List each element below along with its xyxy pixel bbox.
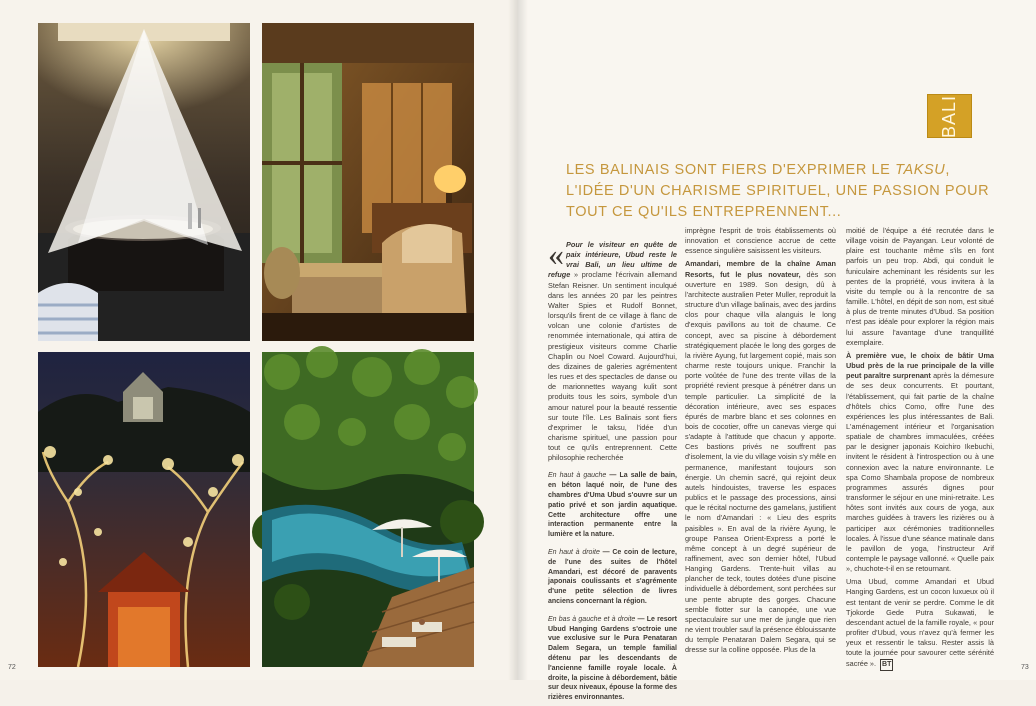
end-mark: BT: [880, 659, 893, 671]
photo-temple-night: [38, 352, 250, 667]
caption-top-right-lead: En haut à droite: [548, 549, 600, 557]
section-tag-label: BALI: [939, 94, 959, 138]
col3-paragraph-1: moitié de l'équipe a été recrutée dans le village voisin de Payangan. Leur volonté de plaire est touchante même s'ils en font parfois un peu trop. Abdi, qui conduit le funiculaire acheminant les résidents sur les pentes de la propriété, vous invitera à la visite du temple ou à la rencontre de sa famille. L'hôtel, en dépit de son nom, est situé à plus de trente minutes d'Ubud. Sa position n'est pas idéale pour explorer la région mais lui assure l'avantage d'une tranquillité exemplaire.: [846, 226, 994, 347]
caption-top-left-lead: En haut à gauche: [548, 472, 607, 480]
col3-paragraph-2-text: après la démesure de ses deux concurrents. Et pourtant, l'établissement, qui fait partie de la chaîne d'hôtels chics Como, offre l'une des expériences les plus intéressantes de Bali. L'aménagement intérieur et l'organisation spatiale de chambres immaculées, créées par le designer japonais Koichiro Ikebuchi, invitent le résident à l'introspection ou à une connexion avec la nature environnante. Le spa Como Shambala propose de nombreux programmes assurés dignes pour transformer le séjour en une mini-retraite. Les hôtes sont invités aux cours de yoga, aux marches guidées à travers les rizières ou à participer aux cérémonies traditionnelles locales. À l'issue d'une séance matinale dans le pavillon de yoga, l'instructeur Arif contemple le paysage vallonné. « Quelle paix », chuchote-t-il en se retournant.: [846, 371, 995, 574]
headline-emphasis: TAKSU: [895, 162, 946, 178]
text-column-2: [685, 226, 836, 659]
caption-top-left: [548, 471, 677, 540]
col2-paragraph-1: imprègne l'esprit de trois établissements où innovation et conscience accrue de cette essence singulière saisissent les visiteurs.: [685, 226, 836, 256]
drop-cap: «: [548, 236, 564, 272]
col2-paragraph-2-bold: Amandari, membre de la chaîne Aman Resorts, fut le plus novateur,: [685, 259, 836, 279]
photo-infinity-pool: [262, 352, 474, 667]
intro-bold: Pour le visiteur en quête de paix intérieure, Ubud reste le vrai Bali, un lieu ultime de refuge: [548, 240, 677, 280]
page-number-left: 72: [8, 664, 16, 671]
photo-reading-corner: [262, 23, 474, 341]
article-headline: [566, 160, 996, 223]
caption-bottom-lead: En bas à gauche et à droite: [548, 615, 636, 623]
section-tag: [927, 94, 972, 138]
caption-top-left-text: — La salle de bain, en béton laqué noir, de l'une des chambres d'Uma Ubud s'ouvre sur un patio privé et son jardin aquatique. Cette architecture offre une interaction permanente entre la lumière et la nature.: [548, 472, 677, 539]
headline-part2: , L'IDÉE D'UN CHARISME SPIRITUEL, UNE PASSION POUR TOUT CE QU'ILS ENTREPRENNENT...: [566, 162, 990, 220]
headline-part1: LES BALINAIS SONT FIERS D'EXPRIMER LE: [566, 162, 896, 178]
intro-paragraph: [548, 236, 677, 463]
caption-bottom-text: — Le resort Ubud Hanging Gardens s'octroie une vue exclusive sur le Pura Penataran Dalem Segara, un temple familial détenu par les descendants de l'ancienne famille royale locale. À droite, la piscine à débordement, bâtie sur deux niveaux, épouse la forme des rizières environnantes.: [548, 615, 677, 702]
photo-bathroom-canopy: [38, 23, 250, 341]
spread-gutter: [508, 0, 528, 680]
col3-paragraph-3: [846, 577, 994, 670]
caption-top-right-text: — Ce coin de lecture, de l'une des suites de l'hôtel Amandari, est décoré de paravents japonais coulissants et s'agrémente d'une petite sélection de livres anciens concernant la région.: [548, 549, 677, 605]
col3-paragraph-3-text: Uma Ubud, comme Amandari et Ubud Hanging Gardens, est un cocon luxueux où il est tentant de venir se perdre. Comme le dit Tjokorde Gede Putra Sukawati, le descendant actuel de la famille royale, « pour profiter d'Ubud, vous n'avez qu'à fermer les yeux et ressentir le taksu. Rester assis là toute la journée pour savourer cette sérénité sacrée ».: [846, 577, 994, 668]
intro-text: » proclame l'écrivain allemand Stefan Reisner. Un sentiment inculqué dans les années 20 par les peintres Walter Spies et Rudolf Bonnet, lorsqu'ils firent de ce village à flanc de volcan une colonie d'artistes de renommée internationale, qui attira de prestigieux visiteurs comme Charlie Chaplin ou Noel Coward. Aujourd'hui, des dizaines de galeries agrémentent les rues et des spectacles de danse ou de marionnettes wayang kulit sont produits tous les soirs, symbole d'un amour naturel pour la beauté ressentie sur toute l'île. Les Balinais sont fiers d'exprimer le taksu, l'idée d'un charisme spirituel, une passion pour tout ce qu'ils entreprennent. Cette philosophie recherchée: [548, 270, 677, 463]
page-number-right: 73: [1021, 664, 1029, 671]
col3-paragraph-2-bold: À première vue, le choix de bâtir Uma Ubud près de la rue principale de la ville peut paraître surprenant: [846, 350, 994, 381]
caption-top-right: [548, 548, 677, 607]
text-column-3: [846, 226, 994, 674]
text-column-1: [548, 236, 677, 706]
col3-paragraph-2: [846, 351, 994, 574]
col2-paragraph-2-text: dès son ouverture en 1989. Son design, dû à l'architecte australien Peter Muller, reproduit la structure d'un village balinais, avec des jardins clos pour chaque villa alanguis le long d'exquis pavillons au toit de chaume. Ce concept, avec sa piscine à débordement stratégiquement placée le long des gorges de la rivière Ayung, fut largement copié, mais son charme reste toujours unique. Franchir la porte voûtée de l'une des trente villas de la propriété revient presque à pénétrer dans un temple particulier. La simplicité de la décoration intérieure, avec ses espaces épurés de marbre blanc et ses colonnes en bois de cocotier, offre un canevas vierge qui s'adapte à l'attitude que chacun y apporte. Ces bastions privés ne souffrent pas d'isolement, la vie du village voisin s'y mêle en permanence, manifestant toujours son énergie. Un chemin sacré, qui rejoint deux autels hindouistes, traverse les espaces publics et le passage des processions, ainsi que le récital nocturne des gamelans, justifient le nom d'Amandari : « Lieu des esprits paisibles ». En aval de la rivière Ayung, le groupe Pansea Orient-Express a porté le même concept à un degré supérieur de raffinement, avec son dernier hôtel, l'Ubud Hanging Gardens. Trente-huit villas au plancher de teck, toutes dotées d'une piscine individuelle à débordement, sont perchées sur une pente abrupte des gorges. Chacune semble flotter sur la canopée, une vue spectaculaire sur une mer de jungle que rien ne vient troubler sauf la présence éblouissante du temple Penataran Dalem Segara, qui se dresse sur la colline opposée. Plus de la: [685, 269, 836, 655]
caption-bottom: [548, 615, 677, 703]
col2-paragraph-2: [685, 259, 836, 655]
